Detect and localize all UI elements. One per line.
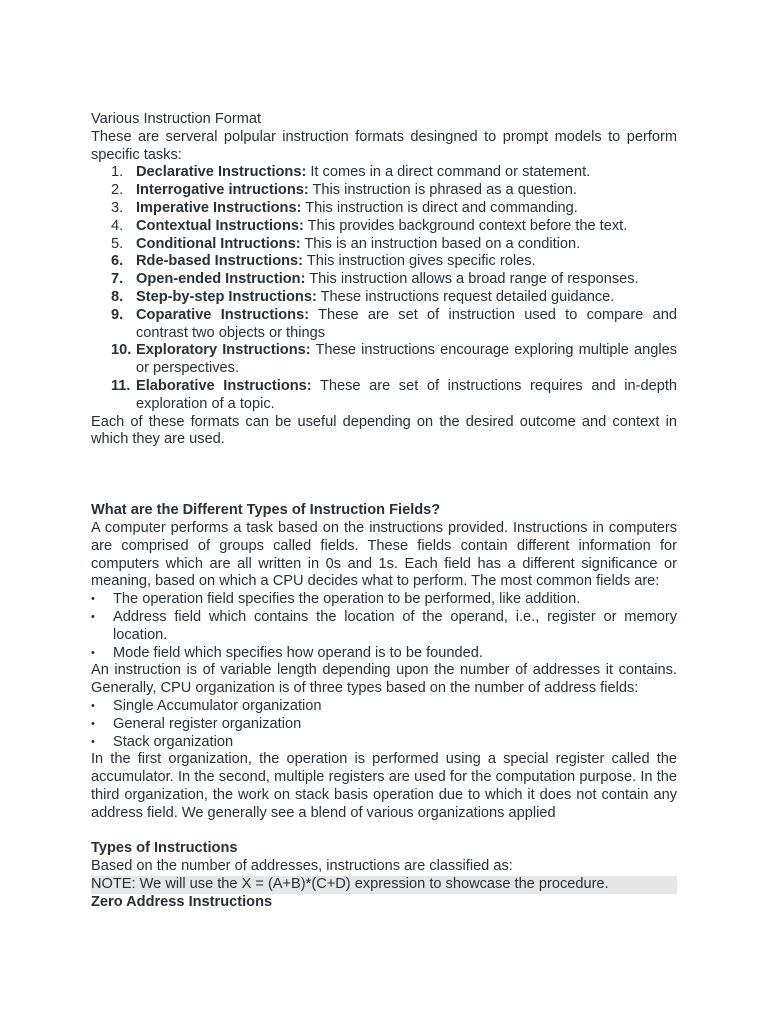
list-item: 10. Exploratory Instructions: These instructions encourage exploring multiple angles or perspectives. <box>111 342 677 377</box>
list-item: 7. Open-ended Instruction: This instruction allows a broad range of responses. <box>111 271 639 288</box>
section-outro: Each of these formats can be useful depending on the desired outcome and context in which they are used. <box>91 413 677 448</box>
section-intro: These are serveral polpular instruction formats desingned to prompt models to perform specific tasks: <box>91 128 677 163</box>
list-item: 8. Step-by-step Instructions: These instructions request detailed guidance. <box>111 288 615 305</box>
zero-address-heading: Zero Address Instructions <box>91 893 273 910</box>
bullet-icon: • <box>91 593 95 606</box>
list-item: 6. Rde-based Instructions: This instruction gives specific roles. <box>111 253 536 270</box>
bullet-icon: • <box>91 717 95 730</box>
fields-heading: What are the Different Types of Instruction Fields? <box>91 502 441 519</box>
types-heading: Types of Instructions <box>91 840 238 857</box>
list-item: 2. Interrogative intructions: This instruction is phrased as a question. <box>111 182 577 199</box>
organization-explanation: In the first organization, the operation is performed using a special register called the accumulator. In the second, multiple registers are used for the computation purpose. In the third organization, the work on stack basis operation due to which it does not contain any address field. We generally see a blend of various organizations applied <box>91 751 677 821</box>
list-item: 5. Conditional Intructions: This is an instruction based on a condition. <box>111 235 581 252</box>
bullet-icon: • <box>91 699 95 712</box>
list-item: 4. Contextual Instructions: This provides background context before the text. <box>111 217 628 234</box>
section-title: Various Instruction Format <box>91 111 262 127</box>
list-item: 1. Declarative Instructions: It comes in a direct command or statement. <box>111 164 591 181</box>
list-item: 11. Elaborative Instructions: These are set of instructions requires and in-depth exploration of a topic. <box>111 377 677 412</box>
list-item: 3. Imperative Instructions: This instruction is direct and commanding. <box>111 199 578 216</box>
bullet-icon: • <box>91 735 95 748</box>
document-page <box>91 111 677 912</box>
organization-paragraph: An instruction is of variable length depending upon the number of addresses it contains. Generally, CPU organization is of three types based on the number of address fields: <box>91 662 677 697</box>
list-item: • Stack organization <box>91 733 234 750</box>
list-item: • Address field which contains the location of the operand, i.e., register or memory location. <box>91 608 677 643</box>
list-item: • General register organization <box>91 715 302 732</box>
list-item: • Mode field which specifies how operand is to be founded. <box>91 644 483 661</box>
types-intro: Based on the number of addresses, instructions are classified as: <box>91 858 513 875</box>
list-item: • Single Accumulator organization <box>91 697 322 714</box>
bullet-icon: • <box>91 646 95 659</box>
instruction-format-list <box>91 164 677 413</box>
organization-list <box>91 698 677 751</box>
list-item: 9. Coparative Instructions: These are set of instruction used to compare and contrast two objects or things <box>111 306 677 341</box>
fields-paragraph: A computer performs a task based on the instructions provided. Instructions in computers are comprised of groups called fields. These fields contain different information for computers which are all written in 0s and 1s. Each field has a different significance or meaning, based on which a CPU decides what to perform. The most common fields are: <box>91 519 677 590</box>
note-highlight: NOTE: We will use the X = (A+B)*(C+D) expression to showcase the procedure. <box>91 876 677 894</box>
bullet-icon: • <box>91 610 95 623</box>
list-item: • The operation field specifies the operation to be performed, like addition. <box>91 591 581 608</box>
fields-list <box>91 591 677 662</box>
